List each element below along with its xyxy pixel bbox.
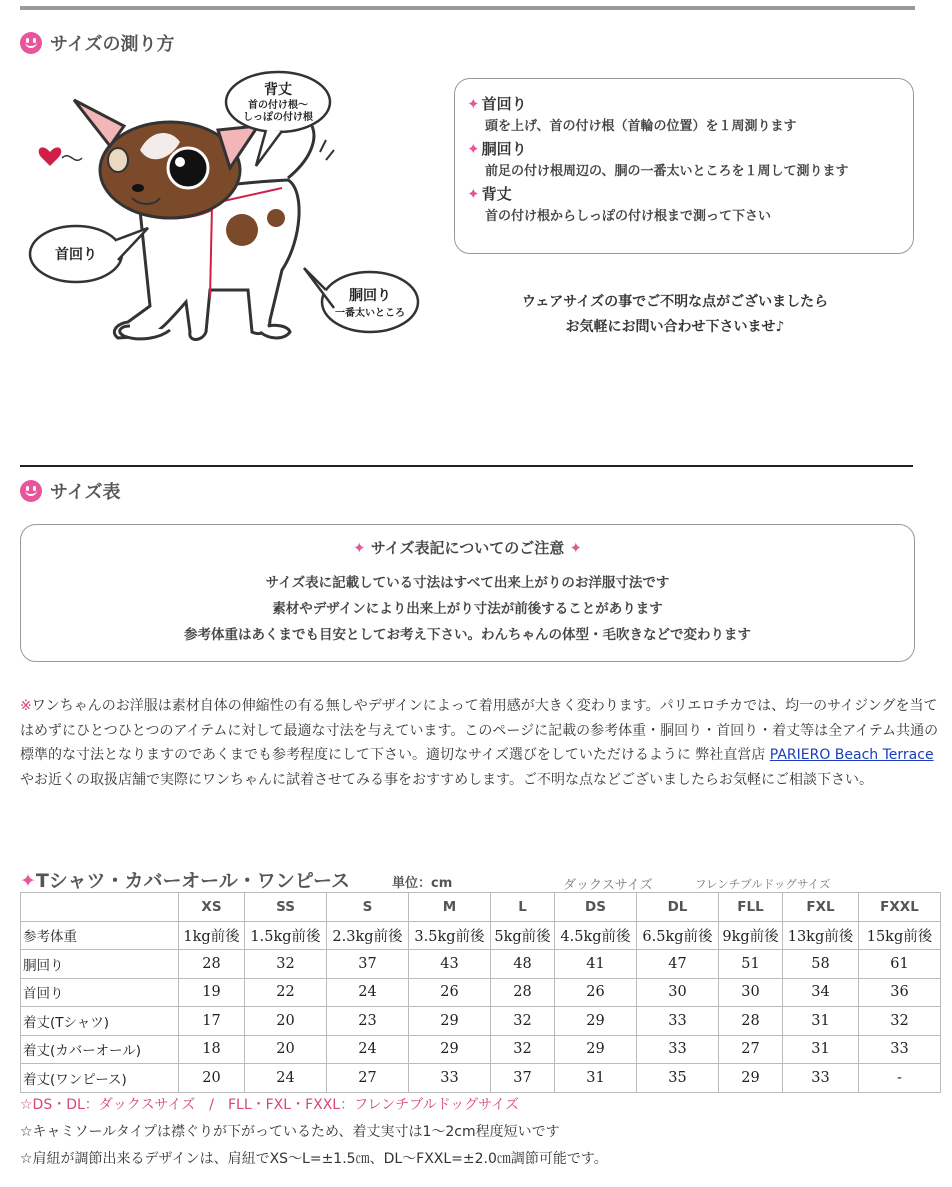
table-header-cell: FXL xyxy=(783,893,859,922)
table-cell: 13kg前後 xyxy=(783,921,859,950)
table-cell: 33 xyxy=(859,1035,941,1064)
table-body xyxy=(21,921,941,1092)
table-cell: 31 xyxy=(555,1064,637,1093)
measure-title: 背丈 xyxy=(481,185,512,203)
table-header-cell: FXXL xyxy=(859,893,941,922)
dachs-size-label: ダックスサイズ xyxy=(563,878,653,893)
row-label: 首回り xyxy=(21,978,179,1007)
table-cell: 24 xyxy=(327,978,409,1007)
bubble-back-line1: 首の付け根〜 xyxy=(248,100,308,111)
row-label: 着丈(Tシャツ) xyxy=(21,1007,179,1036)
row-label: 参考体重 xyxy=(21,921,179,950)
table-cell: 33 xyxy=(783,1064,859,1093)
table-cell: 32 xyxy=(859,1007,941,1036)
table-cell: 9kg前後 xyxy=(719,921,783,950)
table-cell: 23 xyxy=(327,1007,409,1036)
smiley-icon xyxy=(20,32,42,54)
table-cell: 30 xyxy=(719,978,783,1007)
table-cell: 3.5kg前後 xyxy=(409,921,491,950)
measure-item-girth xyxy=(467,138,899,179)
table-row xyxy=(21,1007,941,1036)
bubble-girth-title: 胴回り xyxy=(349,288,391,304)
dog-illustration xyxy=(20,70,440,380)
table-header-cell: XS xyxy=(179,893,245,922)
notice-title xyxy=(21,537,914,558)
table-cell: 33 xyxy=(637,1007,719,1036)
table-cell: 24 xyxy=(245,1064,327,1093)
table-cell: 29 xyxy=(409,1035,491,1064)
table-cell: 20 xyxy=(245,1035,327,1064)
measure-desc: 前足の付け根周辺の、胴の一番太いところを１周して測ります xyxy=(485,164,849,179)
heart-icon xyxy=(39,147,62,166)
paragraph-text-1: ワンちゃんのお洋服は素材自体の伸縮性の有る無しやデザインによって着用感が大きく変わります。パリエロチカでは、均一のサイジングを当てはめずにひとつひとつのアイテムに対して最適な寸法を与えています。このページに記載の参考体重・胴回り・首回り・着丈等は全アイテム共通の標準的な寸法となりますのであくまでも参考程度にして下さい。適切なサイズ選びをしていただけるように 弊社直営店 xyxy=(20,698,939,763)
table-header-cell: S xyxy=(327,893,409,922)
table-row xyxy=(21,950,941,979)
table-cell: 37 xyxy=(491,1064,555,1093)
table-cell: 22 xyxy=(245,978,327,1007)
table-cell: 26 xyxy=(555,978,637,1007)
notice-line: 素材やデザインにより出来上がり寸法が前後することがあります xyxy=(272,601,663,617)
table-header-cell: FLL xyxy=(719,893,783,922)
table-cell: 1.5kg前後 xyxy=(245,921,327,950)
table-cell: 15kg前後 xyxy=(859,921,941,950)
table-cell: 20 xyxy=(179,1064,245,1093)
row-label: 胴回り xyxy=(21,950,179,979)
footnote-size-types: ☆DS・DL：ダックスサイズ / FLL・FXL・FXXL：フレンチブルドッグサイズ xyxy=(20,1097,519,1113)
table-cell: 24 xyxy=(327,1035,409,1064)
french-size-label: フレンチブルドッグサイズ xyxy=(695,877,831,891)
bubble-girth-sub: 一番太いところ xyxy=(335,308,405,319)
table-header-cell: DL xyxy=(637,893,719,922)
table-title-text: Tシャツ・カバーオール・ワンピース xyxy=(35,870,351,892)
table-cell: 35 xyxy=(637,1064,719,1093)
table-unit: 単位：cm xyxy=(392,876,453,891)
table-cell: 43 xyxy=(409,950,491,979)
table-cell: 27 xyxy=(327,1064,409,1093)
table-header-cell: SS xyxy=(245,893,327,922)
table-cell: 29 xyxy=(719,1064,783,1093)
section-title-size-table: サイズ表 xyxy=(50,482,121,503)
table-header-cell xyxy=(21,893,179,922)
bubble-back-line2: しっぽの付け根 xyxy=(243,112,313,123)
bubble-neck: 首回り xyxy=(55,247,97,263)
table-cell: 28 xyxy=(179,950,245,979)
table-cell: 18 xyxy=(179,1035,245,1064)
table-cell: 32 xyxy=(245,950,327,979)
measure-desc: 頭を上げ、首の付け根（首輪の位置）を１周測ります xyxy=(485,119,797,134)
table-cell: 61 xyxy=(859,950,941,979)
table-header-cell: M xyxy=(409,893,491,922)
table-row xyxy=(21,921,941,950)
top-divider xyxy=(20,6,915,10)
sparkle-icon: ✦ xyxy=(564,539,583,557)
table-cell: 29 xyxy=(555,1007,637,1036)
measure-desc: 首の付け根からしっぽの付け根まで測って下さい xyxy=(485,209,772,224)
sparkle-icon: ✦ xyxy=(467,95,480,113)
table-cell: 31 xyxy=(783,1007,859,1036)
table-cell: 33 xyxy=(637,1035,719,1064)
measure-title: 胴回り xyxy=(481,140,527,158)
contact-line2: お気軽にお問い合わせ下さいませ♪ xyxy=(565,319,785,335)
size-notice-box xyxy=(20,524,915,662)
table-cell: 41 xyxy=(555,950,637,979)
table-cell: 47 xyxy=(637,950,719,979)
table-title xyxy=(20,866,350,893)
measure-item-back xyxy=(467,183,899,224)
paragraph-text-2: やお近くの取扱店舗で実際にワンちゃんに試着させてみる事をおすすめします。ご不明な点などございましたらお気軽にご相談下さい。 xyxy=(20,771,874,788)
table-cell: 37 xyxy=(327,950,409,979)
table-cell: 48 xyxy=(491,950,555,979)
table-cell: 32 xyxy=(491,1035,555,1064)
sizing-note-paragraph xyxy=(20,694,942,792)
table-cell: 28 xyxy=(491,978,555,1007)
table-row xyxy=(21,1064,941,1093)
table-cell: 28 xyxy=(719,1007,783,1036)
contact-message xyxy=(480,290,870,340)
table-cell: 6.5kg前後 xyxy=(637,921,719,950)
row-label: 着丈(カバーオール) xyxy=(21,1035,179,1064)
table-cell: 32 xyxy=(491,1007,555,1036)
table-cell: 17 xyxy=(179,1007,245,1036)
table-cell: 31 xyxy=(783,1035,859,1064)
notice-line: 参考体重はあくまでも目安としてお考え下さい。わんちゃんの体型・毛吹きなどで変わります xyxy=(184,627,751,643)
section-header-measure xyxy=(20,30,175,56)
table-cell: 58 xyxy=(783,950,859,979)
footnote-straps: ☆肩紐が調節出来るデザインは、肩紐でXS〜L=±1.5㎝、DL〜FXXL=±2.0㎝調節可能です。 xyxy=(20,1151,608,1167)
table-cell: 1kg前後 xyxy=(179,921,245,950)
table-cell: 29 xyxy=(555,1035,637,1064)
table-cell: 29 xyxy=(409,1007,491,1036)
store-link[interactable]: PARIERO Beach Terrace xyxy=(769,747,934,763)
row-label: 着丈(ワンピース) xyxy=(21,1064,179,1093)
table-cell: 20 xyxy=(245,1007,327,1036)
dog-drawing xyxy=(20,70,440,380)
smiley-icon xyxy=(20,480,42,502)
table-cell: 51 xyxy=(719,950,783,979)
size-table xyxy=(20,892,941,1093)
sparkle-icon: ✦ xyxy=(20,870,36,892)
section-header-size-table xyxy=(20,478,121,504)
sparkle-icon: ✦ xyxy=(352,539,371,557)
table-cell: - xyxy=(859,1064,941,1093)
table-cell: 30 xyxy=(637,978,719,1007)
measure-item-neck xyxy=(467,93,899,134)
section-divider xyxy=(20,465,913,467)
sparkle-icon: ✦ xyxy=(467,140,480,158)
notice-title-text: サイズ表記についてのご注意 xyxy=(370,539,565,557)
bubble-back-title: 背丈 xyxy=(264,82,292,98)
table-cell: 36 xyxy=(859,978,941,1007)
footnote-camisole: ☆キャミソールタイプは襟ぐりが下がっているため、着丈実寸は1〜2cm程度短いです xyxy=(20,1124,560,1140)
notice-line: サイズ表に記載している寸法はすべて出来上がりのお洋服寸法です xyxy=(265,575,670,591)
measure-instructions-box xyxy=(454,78,914,254)
table-header-cell: DS xyxy=(555,893,637,922)
measure-title: 首回り xyxy=(481,95,527,113)
table-cell: 4.5kg前後 xyxy=(555,921,637,950)
table-cell: 33 xyxy=(409,1064,491,1093)
note-mark: ※ xyxy=(20,698,32,714)
contact-line1: ウェアサイズの事でご不明な点がございましたら xyxy=(521,294,829,310)
table-row xyxy=(21,978,941,1007)
table-cell: 19 xyxy=(179,978,245,1007)
section-title-measure: サイズの測り方 xyxy=(50,34,175,55)
table-header-row xyxy=(21,893,941,922)
table-cell: 27 xyxy=(719,1035,783,1064)
table-header-bar xyxy=(20,866,940,892)
table-cell: 26 xyxy=(409,978,491,1007)
table-row xyxy=(21,1035,941,1064)
sparkle-icon: ✦ xyxy=(467,185,480,203)
table-cell: 34 xyxy=(783,978,859,1007)
table-cell: 5kg前後 xyxy=(491,921,555,950)
table-header-cell: L xyxy=(491,893,555,922)
table-cell: 2.3kg前後 xyxy=(327,921,409,950)
